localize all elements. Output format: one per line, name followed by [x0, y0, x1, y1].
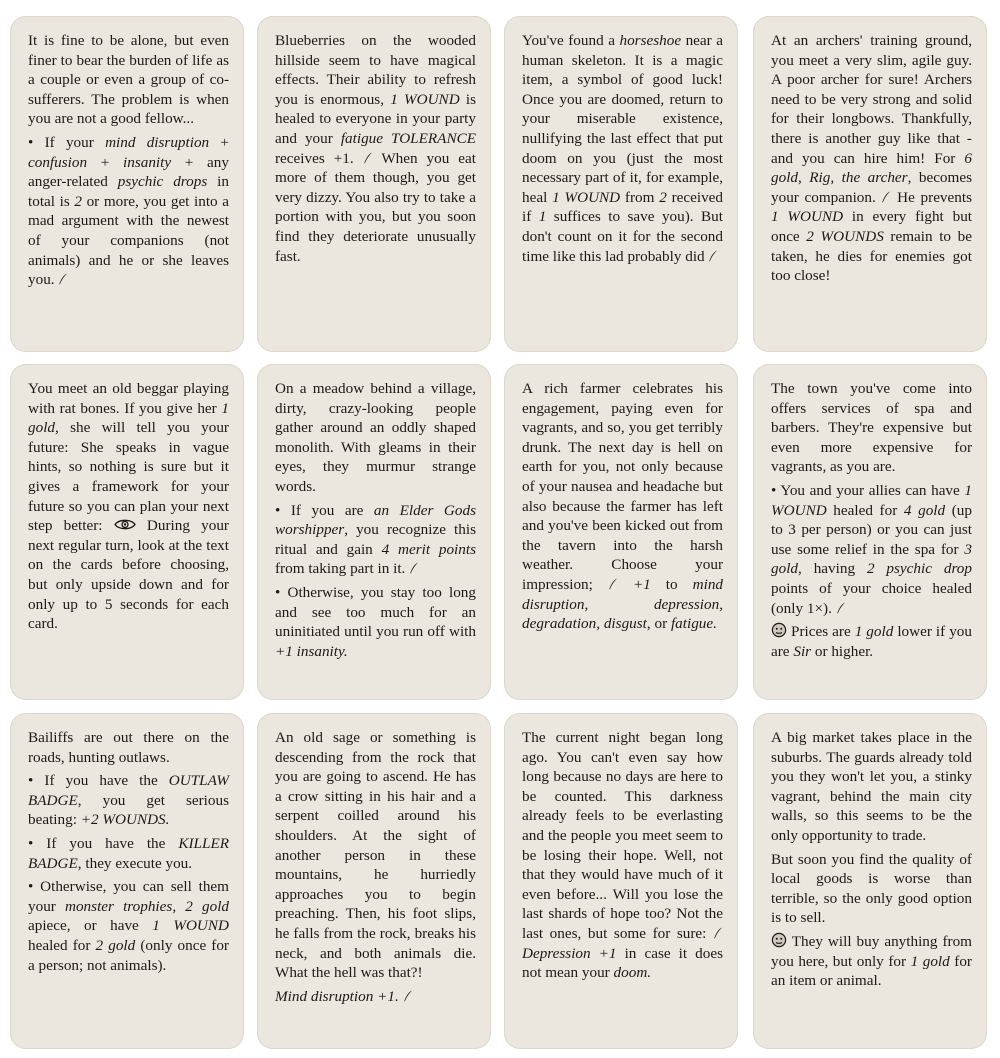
card-text: in total is	[28, 173, 229, 210]
keyword-text: 4 gold	[903, 501, 946, 519]
eye-icon	[114, 517, 136, 530]
card-text: +	[209, 133, 229, 151]
keyword-text: Depression +1	[522, 944, 617, 962]
card-text: , you get serious beating:	[28, 791, 229, 829]
card-paragraph	[522, 31, 723, 266]
card-text: , becomes your companion.	[771, 169, 972, 206]
quill-icon	[58, 271, 68, 283]
card-text: It is fine to be alone, but even finer to bear the burden of life as a couple or even a group of co-sufferers. The problem is when you are not a good fellow...	[28, 32, 229, 128]
face-icon	[771, 622, 787, 638]
card-text: from taking part in it.	[275, 560, 410, 578]
card-text: ,	[172, 897, 186, 915]
quill-icon	[403, 988, 413, 1000]
card-paragraph	[771, 932, 972, 991]
keyword-text: Rig, the archer	[809, 169, 908, 187]
keyword-text: fatigue TOLERANCE	[340, 129, 476, 147]
card-paragraph	[771, 379, 972, 477]
card-paragraph	[771, 481, 972, 618]
card-paragraph	[28, 31, 229, 129]
card-night[interactable]	[504, 713, 738, 1049]
card-text: ,	[798, 169, 810, 187]
card-text: healed for	[826, 501, 904, 519]
keyword-text: 1 WOUND	[152, 917, 229, 935]
card-text: But soon you find the quality of local goods is worse than terrible, so the only good option is to sell.	[771, 850, 972, 927]
card-beggar[interactable]	[10, 364, 244, 700]
card-text: • If you have the	[28, 834, 179, 852]
card-text: The current night began long ago. You can't even say how long because no days are here to be counted. This darkness already feels to be everlasting and the people you meet seem to be losing their hope. Well, not that they would have much of it even before... Will you lose the last shards of hope too? Not the last ones, but some for sure:	[522, 729, 723, 942]
card-paragraph	[28, 834, 229, 873]
card-text: remain to be taken, he dies for enemies got too close!	[771, 227, 972, 285]
card-text: He prevents	[891, 188, 972, 206]
keyword-text: 1 gold	[28, 399, 229, 437]
card-text: , she will tell you your future: She speaks in vague hints, so nothing is sure but it gives a framework for your future so you can plan your next step better:	[28, 419, 229, 535]
keyword-text: 2 gold	[185, 897, 230, 915]
keyword-text: 1 gold	[854, 623, 894, 641]
card-text: healed for	[28, 936, 96, 954]
card-text: You've found a	[522, 32, 620, 49]
card-text: , they execute you.	[77, 854, 193, 872]
card-paragraph	[28, 728, 229, 767]
keyword-text: 4 merit points	[381, 540, 476, 558]
face-icon	[771, 932, 787, 948]
quill-icon	[713, 925, 723, 937]
card-text: (up to 3 per person) or you can just use some relief in the spa for	[771, 501, 972, 558]
card-paragraph	[28, 379, 229, 634]
card-text: A big market takes place in the suburbs. The guards already told you they won't let you, a stinky vagrant, behind the main city walls, so this seems to be the only opportunity to trade.	[771, 729, 972, 844]
card-text: On a meadow behind a village, dirty, crazy-looking people gather around an oddly shaped monolith. With gleams in their eyes, they murmur strange words.	[275, 380, 476, 495]
card-text: , you recognize this ritual and gain	[275, 521, 476, 558]
keyword-text: OUTLAW BADGE	[28, 772, 229, 809]
keyword-text: 2	[74, 192, 82, 210]
keyword-text: an Elder Gods worshipper	[275, 501, 476, 539]
keyword-text: 1 WOUND	[771, 481, 972, 519]
keyword-text: monster trophies	[65, 897, 173, 915]
card-text: You meet an old beggar playing with rat bones. If you give her	[28, 380, 229, 417]
keyword-text: 1 WOUND	[771, 208, 844, 226]
card-text: or more, you get into a mad argument with the newest of your companions (not animals) and he or she leaves you.	[28, 192, 230, 289]
keyword-text: psychic drops	[117, 173, 208, 191]
card-paragraph	[275, 583, 476, 661]
card-farmer[interactable]	[504, 364, 738, 700]
keyword-text: Mind disruption +1.	[275, 987, 399, 1005]
card-paragraph	[771, 850, 972, 928]
card-text	[618, 576, 633, 593]
card-market[interactable]	[753, 713, 987, 1049]
card-text: or higher.	[811, 642, 874, 660]
keyword-text: fatigue.	[670, 615, 717, 633]
card-paragraph	[275, 379, 476, 497]
card-blueberries[interactable]	[257, 16, 491, 352]
card-text: Bailiffs are out there on the roads, hunting outlaws.	[28, 729, 229, 766]
keyword-text: 6 gold	[771, 149, 972, 187]
card-paragraph	[28, 877, 229, 975]
card-monolith[interactable]	[257, 364, 491, 700]
card-text: • If you have the	[28, 772, 169, 790]
card-text: • Otherwise, you stay too long and see too much for an uninitiated until you run off with	[275, 583, 476, 641]
keyword-text: Sir	[793, 642, 812, 660]
quill-icon	[363, 150, 373, 162]
card-paragraph	[28, 771, 229, 830]
card-text: An old sage or something is descending from the rock that you are going to ascend. He has a crow sitting in his hair and a serpent coilled around his shoulders. At the sight of another person in these mountains, he hurriedly approaches you to begin preaching. Then, his foot slips, he falls from the rock, breaks his neck, and both animals die. What the hell was that?!	[275, 729, 476, 982]
card-bailiffs[interactable]	[10, 713, 244, 1049]
card-text: • Otherwise, you can sell them your	[28, 878, 229, 915]
card-sage[interactable]	[257, 713, 491, 1049]
card-text: suffices to save you). But don't count on it for the second time like this lad probably did	[522, 208, 723, 265]
keyword-text: confusion	[28, 153, 88, 171]
quill-icon	[708, 248, 718, 260]
keyword-text: 2 psychic drop	[866, 560, 972, 578]
card-archer[interactable]	[753, 16, 987, 352]
keyword-text: 3 gold	[771, 540, 972, 578]
card-text: Blueberries on the wooded hillside seem to have magical effects. Their ability to refresh you is enormous,	[275, 32, 476, 108]
keyword-text: KILLER BADGE	[28, 834, 229, 872]
card-text: A rich farmer celebrates his engagement, paying even for vagrants, and so, you get terribly drunk. The next day is hell on earth for you, not only because of your nausea and headache but also because the farmer has left and you've been kicked out from the tavern into the harsh weather. Choose your impression;	[522, 380, 723, 593]
card-paragraph	[771, 622, 972, 661]
keyword-text: horseshoe	[619, 32, 682, 49]
card-text: (only once for a person; not animals).	[28, 936, 229, 974]
card-text: , having	[798, 560, 867, 578]
keyword-text: insanity	[123, 153, 172, 171]
card-paragraph	[522, 379, 723, 634]
card-text: , or	[646, 615, 671, 633]
card-paragraph	[275, 987, 476, 1007]
card-text: + any anger-related	[28, 153, 229, 191]
card-paragraph	[275, 501, 476, 579]
quill-icon	[881, 189, 891, 201]
card-paragraph	[522, 728, 723, 983]
card-text: Prices are	[787, 623, 855, 641]
keyword-text: +1	[632, 575, 651, 593]
card-paragraph	[28, 133, 229, 290]
card-paragraph	[275, 31, 476, 266]
card-text: +	[87, 153, 124, 171]
keyword-text: 1 WOUND	[390, 90, 460, 108]
keyword-text: 2 gold	[95, 936, 136, 954]
card-paragraph	[771, 31, 972, 286]
card-text: from	[620, 188, 660, 206]
card-text: receives +1.	[275, 149, 363, 167]
card-text: in every fight but once	[771, 208, 973, 245]
card-text: near a human skeleton. It is a magic item, a symbol of good luck! Once you are doomed, return to your miserable existence, nullifying the last effect that put doom on you (just the most necessary part of it, for example, heal	[522, 32, 723, 206]
card-spa[interactable]	[753, 364, 987, 700]
card-text: The town you've come into offers services of spa and barbers. They're expensive but even more expensive for vagrants, as you are.	[771, 380, 972, 476]
card-text: received if	[522, 188, 724, 226]
card-horseshoe[interactable]	[504, 16, 738, 352]
card-paragraph	[771, 728, 972, 846]
card-text: points of your choice healed (only 1×).	[771, 579, 972, 617]
keyword-text: 1 WOUND	[552, 188, 621, 206]
keyword-text: mind disruption, depression, degradation, disgust	[522, 575, 724, 633]
card-text: • If you are	[275, 501, 374, 519]
card-text: in case it does not mean your	[522, 944, 723, 982]
card-text: lower if you are	[771, 623, 972, 660]
keyword-text: doom.	[613, 964, 652, 982]
card-text: for an item or animal.	[771, 952, 972, 990]
card-text: to	[650, 575, 693, 593]
card-text: • If your	[28, 133, 106, 151]
card-text: • You and your allies can have	[771, 481, 965, 499]
keyword-text: +1 insanity.	[275, 642, 348, 660]
card-text: apiece, or have	[28, 917, 153, 935]
card-text: They will buy anything from you here, but only for	[771, 932, 972, 970]
keyword-text: 2	[659, 188, 667, 206]
card-text: During your next regular turn, look at the text on the cards before choosing, but only upside down and for only up to 5 seconds for each card.	[28, 517, 229, 633]
keyword-text: 1	[538, 208, 547, 226]
card-text: When you eat more of them though, you get very dizzy. You also try to take a portion with you, but you soon find they deteriorate unusually fast.	[275, 149, 476, 265]
keyword-text: 1 gold	[910, 952, 950, 970]
card-paragraph	[275, 728, 476, 983]
card-alone[interactable]	[10, 16, 244, 352]
keyword-text: +2 WOUNDS.	[80, 811, 170, 829]
card-text: At an archers' training ground, you meet a very slim, agile guy. A poor archer for sure! Archers need to be very strong and solid for their longbows. Thankfully, there is another guy like that - and you can hire him! For	[771, 32, 972, 167]
keyword-text: 2 WOUNDS	[806, 227, 884, 245]
quill-icon	[608, 576, 618, 588]
quill-icon	[409, 560, 419, 572]
quill-icon	[836, 600, 846, 612]
card-text: is healed to everyone in your party and your	[275, 90, 476, 147]
keyword-text: mind disruption	[105, 133, 210, 151]
